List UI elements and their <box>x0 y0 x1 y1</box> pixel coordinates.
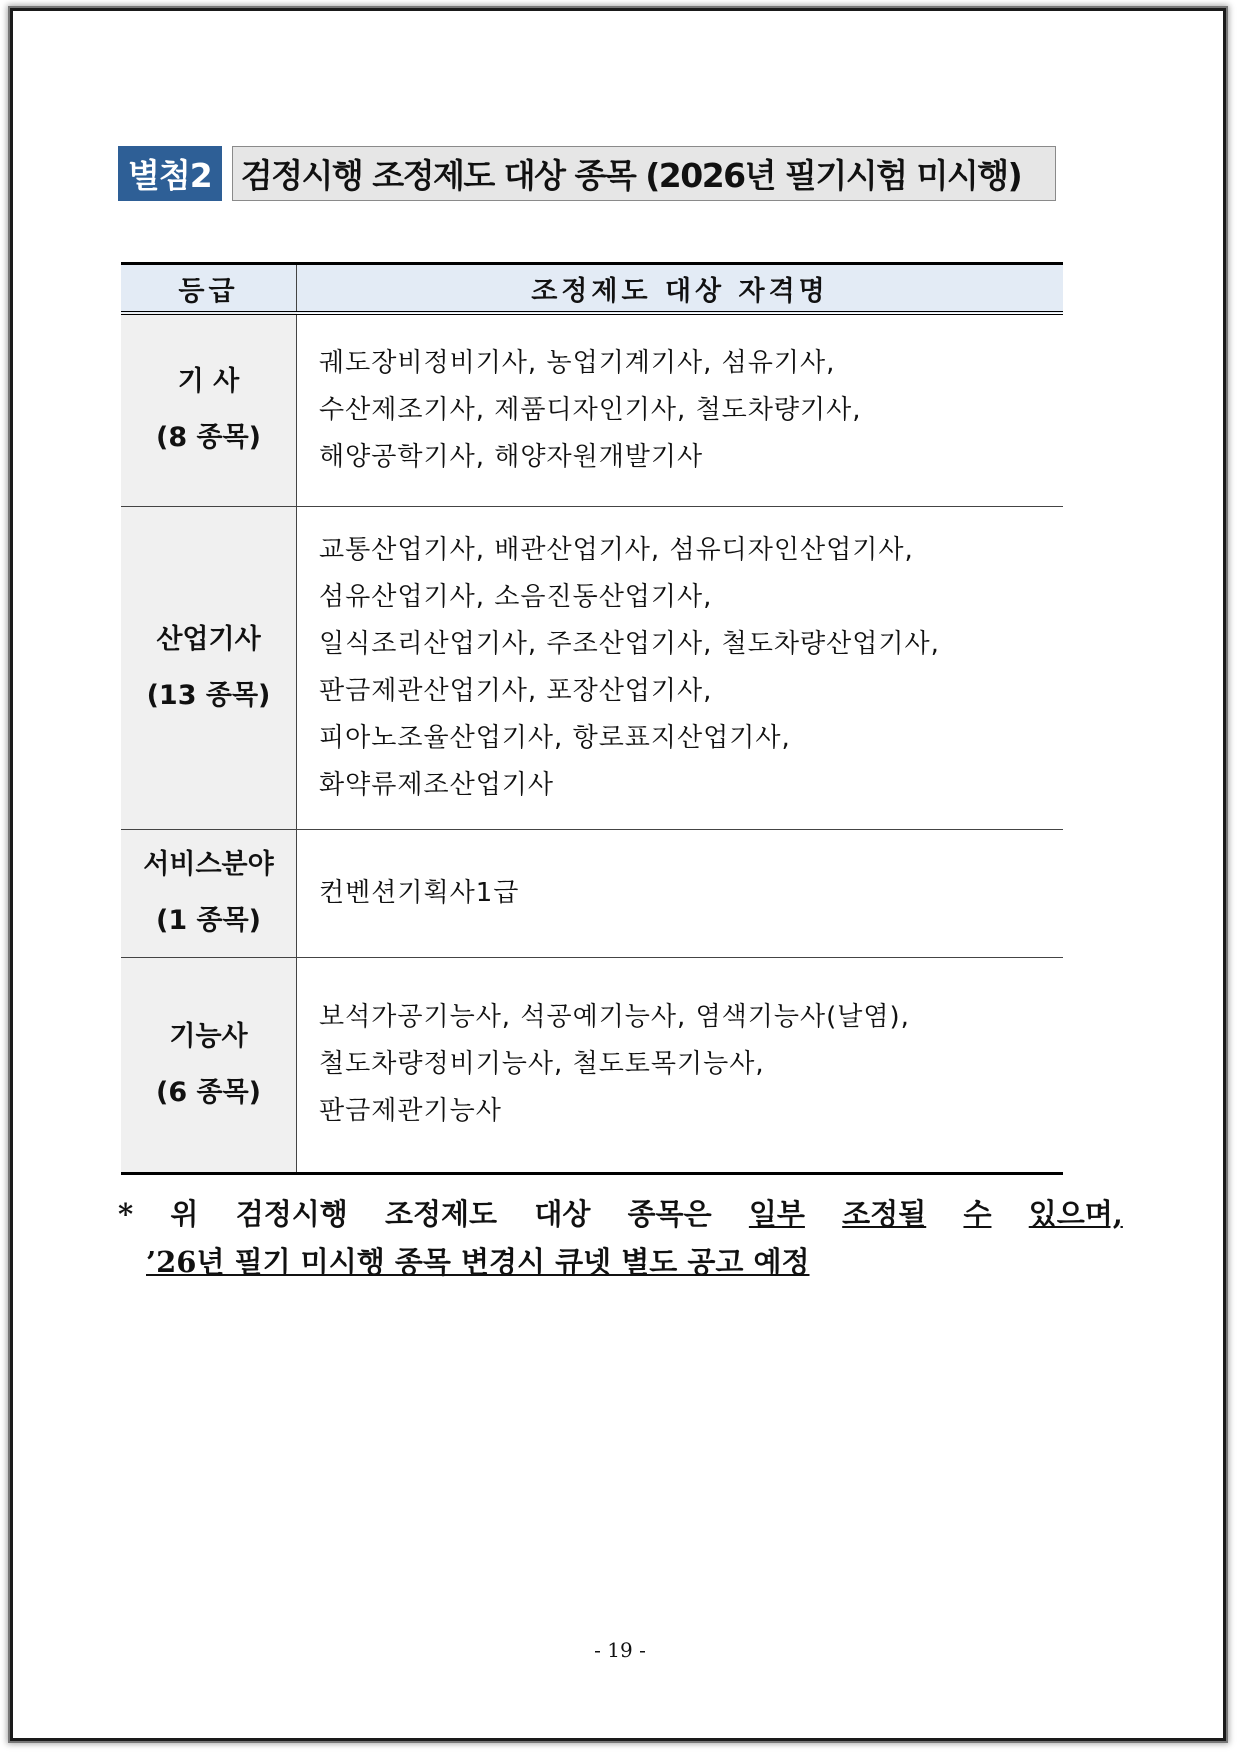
footnote-word: 종목은 <box>627 1197 712 1231</box>
footnote-word: 조정제도 <box>385 1197 498 1231</box>
footnote-word: 위 <box>170 1197 199 1231</box>
names-cell <box>297 829 1064 957</box>
grade-count: (8 종목) <box>155 422 262 454</box>
footnote-word: 대상 <box>534 1197 591 1231</box>
table-row <box>121 829 1063 957</box>
header-names: 조정제도 대상 자격명 <box>297 264 1064 314</box>
grade-cell <box>121 829 297 957</box>
grade-label: 기 사 <box>177 366 240 398</box>
names-cell <box>297 506 1064 829</box>
list-item: 보석가공기능사, 석공예기능사, 염색기능사(날염), <box>319 1002 910 1032</box>
page-number: - 19 - <box>594 1638 646 1662</box>
names-cell <box>297 313 1064 506</box>
grade-label: 산업기사 <box>156 623 261 655</box>
header-grade: 등급 <box>121 264 297 314</box>
grade-cell <box>121 957 297 1173</box>
grade-count: (13 종목) <box>146 679 271 711</box>
footnote-underlined-word: 있으며, <box>1028 1197 1123 1231</box>
list-item: 화약류제조산업기사 <box>319 769 555 800</box>
list-item: 철도차량정비기능사, 철도토목기능사, <box>319 1049 765 1079</box>
list-item: 궤도장비정비기사, 농업기계기사, 섬유기사, <box>319 347 836 378</box>
attachment-badge: 별첨2 <box>118 146 222 201</box>
list-item: 일식조리산업기사, 주조산업기사, 철도차량산업기사, <box>319 628 940 659</box>
list-item: 해양공학기사, 해양자원개발기사 <box>319 441 704 472</box>
title-bar <box>118 146 1056 201</box>
footnote-word: 검정시행 <box>235 1197 348 1231</box>
table-row <box>121 506 1063 829</box>
table-row <box>121 957 1063 1173</box>
grade-count: (1 종목) <box>155 905 262 936</box>
footnote-star: * <box>118 1197 134 1231</box>
grade-label: 기능사 <box>169 1020 248 1052</box>
grade-cell <box>121 313 297 506</box>
table-header-row <box>121 264 1063 314</box>
list-item: 판금제관기능사 <box>319 1096 502 1126</box>
list-item: 컨벤션기획사1급 <box>319 877 520 908</box>
list-item: 판금제관산업기사, 포장산업기사, <box>319 675 713 706</box>
page-title: 검정시행 조정제도 대상 종목 (2026년 필기시험 미시행) <box>232 146 1056 201</box>
footnote-line-2 <box>118 1238 1123 1286</box>
footnote-underlined-word: 수 <box>963 1197 992 1231</box>
footnote <box>118 1190 1123 1286</box>
grade-cell <box>121 506 297 829</box>
footnote-underlined-text: ’26년 필기 미시행 종목 변경시 큐넷 별도 공고 예정 <box>146 1245 810 1279</box>
footnote-line-1 <box>118 1190 1123 1238</box>
names-cell <box>297 957 1064 1173</box>
footnote-underlined-word: 일부 <box>748 1197 805 1231</box>
grade-count: (6 종목) <box>155 1076 262 1108</box>
list-item: 피아노조율산업기사, 항로표지산업기사, <box>319 722 791 753</box>
list-item: 수산제조기사, 제품디자인기사, 철도차량기사, <box>319 394 862 425</box>
qualification-table <box>121 262 1063 1175</box>
list-item: 섬유산업기사, 소음진동산업기사, <box>319 581 713 612</box>
footnote-underlined-word: 조정될 <box>842 1197 927 1231</box>
grade-label: 서비스분야 <box>143 849 274 880</box>
table-row <box>121 313 1063 506</box>
list-item: 교통산업기사, 배관산업기사, 섬유디자인산업기사, <box>319 534 914 565</box>
